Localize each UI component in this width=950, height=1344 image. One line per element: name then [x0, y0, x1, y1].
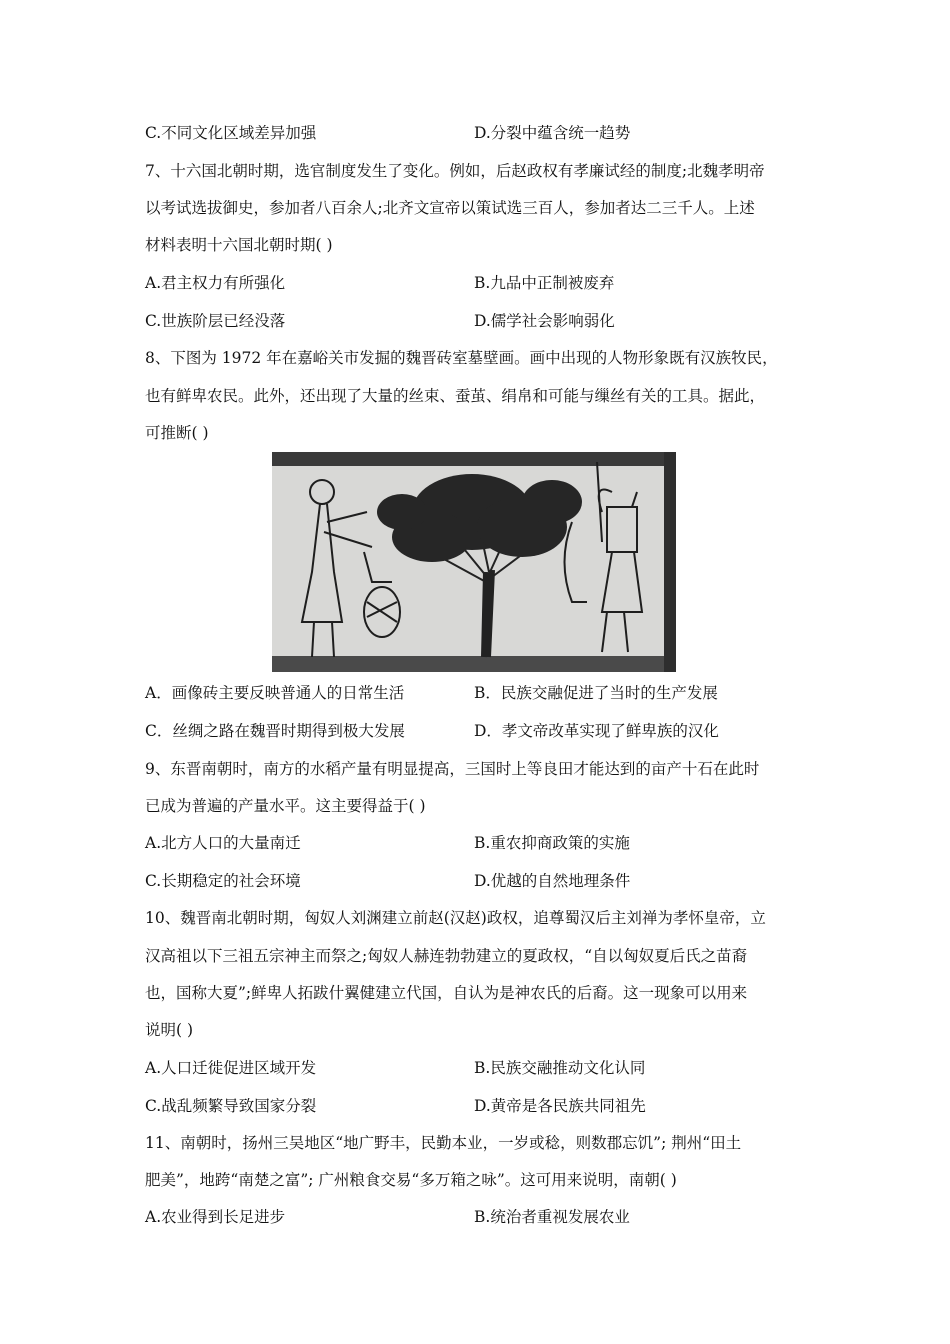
mural-right-border	[664, 452, 676, 672]
q9-options-row-2	[145, 871, 825, 891]
q7-option-c: C.世族阶层已经没落	[145, 312, 286, 330]
q10-option-a: A.人口迁徙促进区域开发	[145, 1059, 317, 1077]
q7-option-b: B.九品中正制被废弃	[474, 274, 615, 292]
q10-options-row-2	[145, 1096, 825, 1116]
q8-option-b: B．民族交融促进了当时的生产发展	[474, 684, 718, 702]
q9-options-row-1	[145, 833, 825, 853]
q8-option-a: A．画像砖主要反映普通人的日常生活	[145, 684, 405, 702]
q6-options-row-2	[145, 123, 825, 143]
q7-options-row-1	[145, 273, 825, 293]
q8-stem-line-1: 8、下图为 1972 年在嘉峪关市发掘的魏晋砖室墓壁画。画中出现的人物形象既有汉族牧民，	[145, 349, 778, 367]
q7-stem-line-3: 材料表明十六国北朝时期( )	[145, 236, 333, 254]
q8-option-d: D．孝文帝改革实现了鲜卑族的汉化	[474, 722, 719, 740]
q11-option-a: A.农业得到长足进步	[145, 1208, 286, 1226]
q9-option-d: D.优越的自然地理条件	[474, 872, 631, 890]
q10-option-d: D.黄帝是各民族共同祖先	[474, 1097, 646, 1115]
q10-stem-line-2: 汉高祖以下三祖五宗神主而祭之;匈奴人赫连勃勃建立的夏政权，“自以匈奴夏后氏之苗裔	[145, 947, 748, 965]
q11-options-row-1	[145, 1207, 825, 1227]
q10-stem-line-3: 也，国称大夏”;鲜卑人拓跋什翼健建立代国，自认为是神农氏的后裔。这一现象可以用来	[145, 984, 748, 1002]
q11-option-b: B.统治者重视发展农业	[474, 1208, 630, 1226]
tomb-mural-image	[272, 452, 676, 672]
mural-drawing	[272, 452, 676, 672]
q8-stem-line-2: 也有鲜卑农民。此外，还出现了大量的丝束、蚕茧、绢帛和可能与缫丝有关的工具。据此，	[145, 387, 766, 405]
q9-option-a: A.北方人口的大量南迁	[145, 834, 301, 852]
q10-stem-line-4: 说明( )	[145, 1021, 194, 1039]
q6-option-c: C.不同文化区域差异加强	[145, 124, 317, 142]
q7-stem-line-1: 7、十六国北朝时期，选官制度发生了变化。例如，后赵政权有孝廉试经的制度;北魏孝明帝	[145, 162, 765, 180]
q9-stem-line-2: 已成为普遍的产量水平。这主要得益于( )	[145, 797, 426, 815]
q9-stem-line-1: 9、东晋南朝时，南方的水稻产量有明显提高，三国时上等良田才能达到的亩产十石在此时	[145, 760, 760, 778]
q7-stem-line-2: 以考试选拔御史，参加者八百余人;北齐文宣帝以策试选三百人，参加者达二三千人。上述	[145, 199, 755, 217]
q8-stem-line-3: 可推断( )	[145, 424, 209, 442]
q7-options-row-2	[145, 311, 825, 331]
mural-bottom-border	[272, 656, 676, 672]
mural-top-border	[272, 452, 676, 466]
q10-stem-line-1: 10、魏晋南北朝时期，匈奴人刘渊建立前赵(汉赵)政权，追尊蜀汉后主刘禅为孝怀皇帝，立	[145, 909, 766, 927]
q10-option-c: C.战乱频繁导致国家分裂	[145, 1097, 317, 1115]
q10-option-b: B.民族交融推动文化认同	[474, 1059, 646, 1077]
q6-option-d: D.分裂中蕴含统一趋势	[474, 124, 631, 142]
q7-option-d: D.儒学社会影响弱化	[474, 312, 615, 330]
q9-option-b: B.重农抑商政策的实施	[474, 834, 630, 852]
q8-options-row-2	[145, 721, 825, 741]
q11-stem-line-1: 11、南朝时，扬州三吴地区“地广野丰，民勤本业，一岁或稔，则数郡忘饥”; 荆州“田土	[145, 1134, 742, 1152]
q8-options-row-1	[145, 683, 825, 703]
q11-stem-line-2: 肥美”，地跨“南楚之富”; 广州粮食交易“多万箱之咏”。这可用来说明，南朝( )	[145, 1171, 677, 1189]
q7-option-a: A.君主权力有所强化	[145, 274, 286, 292]
q9-option-c: C.长期稳定的社会环境	[145, 872, 301, 890]
q10-options-row-1	[145, 1058, 825, 1078]
q8-option-c: C．丝绸之路在魏晋时期得到极大发展	[145, 722, 405, 740]
